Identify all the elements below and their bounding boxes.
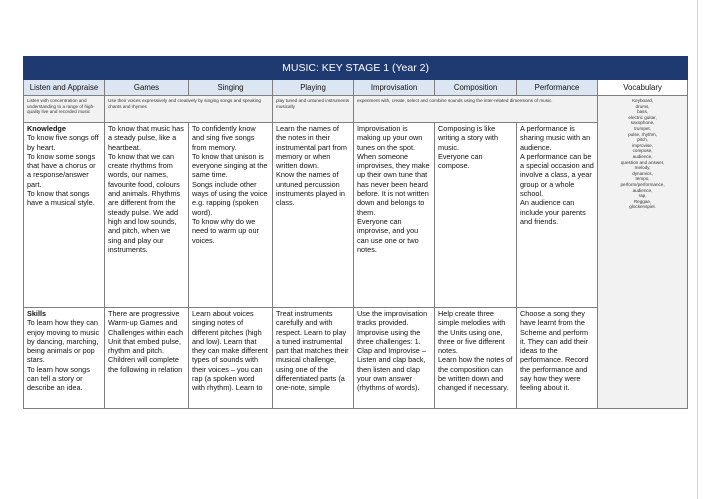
header-improvisation: Improvisation: [354, 80, 435, 96]
skills-singing-text: Learn about voices singing notes of different pitches (high and low). Learn that they can make different types of sounds with their voices – you can rap (a spoken word with rhythm). Learn to: [192, 309, 268, 393]
skills-performance: [517, 308, 598, 409]
header-games: Games: [105, 80, 189, 96]
curriculum-document: [23, 56, 687, 436]
knowledge-games-text: To know that music has a steady pulse, like a heartbeat. To know that we can create rhythms from words, our names, favourite food, colours and animals. Rhythms are different from the steady pulse. We add high and low sounds, and pitch, when we sing and play our instruments.: [108, 124, 184, 254]
header-vocabulary: Vocabulary: [598, 80, 688, 96]
header-composition: Composition: [435, 80, 517, 96]
knowledge-listen: [24, 123, 105, 308]
knowledge-singing-text: To confidently know and sing five songs from memory. To know that unison is everyone singing at the same time. Songs include other ways of using the voice e.g. rapping (spoken word). To know why do we need to warm up our voices.: [192, 124, 268, 245]
page-edge-divider: [697, 0, 698, 499]
skills-composition: [435, 308, 517, 409]
vocabulary-text: Keyboard, drums, bass, electric guitar, saxophone, trumpet, pulse, rhythm, pitch, improvise, compose, audience, question and answer, melody, dynamics, tempo, perform/performance, audience, rap, Reggae, glockenspiel.: [620, 98, 665, 210]
header-singing: Singing: [189, 80, 273, 96]
music-curriculum-table: [23, 56, 688, 409]
skills-label: Skills: [27, 309, 47, 318]
skills-games-text: There are progressive Warm-up Games and Challenges within each Unit that embed pulse, rhythm and pitch. Children will complete the following in relation: [108, 309, 184, 374]
skills-singing: [189, 308, 273, 409]
knowledge-playing-text: Learn the names of the notes in their instrumental part from memory or when written down. Know the names of untuned percussion instruments played in class.: [276, 124, 347, 208]
header-listen-appraise: Listen and Appraise: [24, 80, 105, 96]
objective-listen: Listen with concentration and understanding to a range of high-quality live and recorded music: [24, 96, 105, 123]
knowledge-label: Knowledge: [27, 124, 66, 133]
knowledge-performance: [517, 123, 598, 308]
skills-performance-text: Choose a song they have learnt from the Scheme and perform it. They can add their ideas to the performance. Record the performance and say how they were feeling about it.: [520, 309, 589, 393]
header-performance: Performance: [517, 80, 598, 96]
knowledge-listen-text: To know five songs off by heart. To know some songs that have a chorus or a response/answer part. To know that songs have a musical style.: [27, 133, 99, 208]
skills-improvisation: [354, 308, 435, 409]
page-title: MUSIC: KEY STAGE 1 (Year 2): [24, 57, 688, 80]
skills-playing: [273, 308, 354, 409]
vocabulary-list: [598, 96, 688, 409]
knowledge-singing: [189, 123, 273, 308]
knowledge-improvisation: [354, 123, 435, 308]
skills-composition-text: Help create three simple melodies with the Units using one, three or five different notes. Learn how the notes of the composition can be written down and changed if necessary.: [438, 309, 513, 393]
skills-listen: [24, 308, 105, 409]
knowledge-games: [105, 123, 189, 308]
skills-improvisation-text: Use the improvisation tracks provided. Improvise using the three challenges: 1. Clap and Improvise – Listen and clap back, then listen and clap your own answer (rhythms of words).: [357, 309, 428, 393]
objective-games-singing: Use their voices expressively and creatively by singing songs and speaking chants and rhymes: [105, 96, 273, 123]
knowledge-performance-text: A performance is sharing music with an audience. A performance can be a special occasion and involve a class, a year group or a whole school. An audience can include your parents and friends.: [520, 124, 594, 226]
knowledge-playing: [273, 123, 354, 308]
header-playing: Playing: [273, 80, 354, 96]
knowledge-improvisation-text: Improvisation is making up your own tunes on the spot. When someone improvises, they make up their own tune that has never been heard before. It is not written down and belongs to them. Everyone can improvise, and you can use one or two notes.: [357, 124, 430, 254]
skills-listen-text: To learn how they can enjoy moving to music by dancing, marching, being animals or pop stars. To learn how songs can tell a story or describe an idea.: [27, 318, 100, 393]
knowledge-composition: [435, 123, 517, 308]
objective-improvisation-performance: experiment with, create, select and combine sounds using the inter-related dimensions of music.: [354, 96, 598, 123]
skills-playing-text: Treat instruments carefully and with respect. Learn to play a tuned instrumental part that matches their musical challenge, using one of the differentiated parts (a one-note, simple: [276, 309, 349, 393]
skills-games: [105, 308, 189, 409]
objective-playing: play tuned and untuned instruments musically: [273, 96, 354, 123]
knowledge-composition-text: Composing is like writing a story with music. Everyone can compose.: [438, 124, 499, 171]
